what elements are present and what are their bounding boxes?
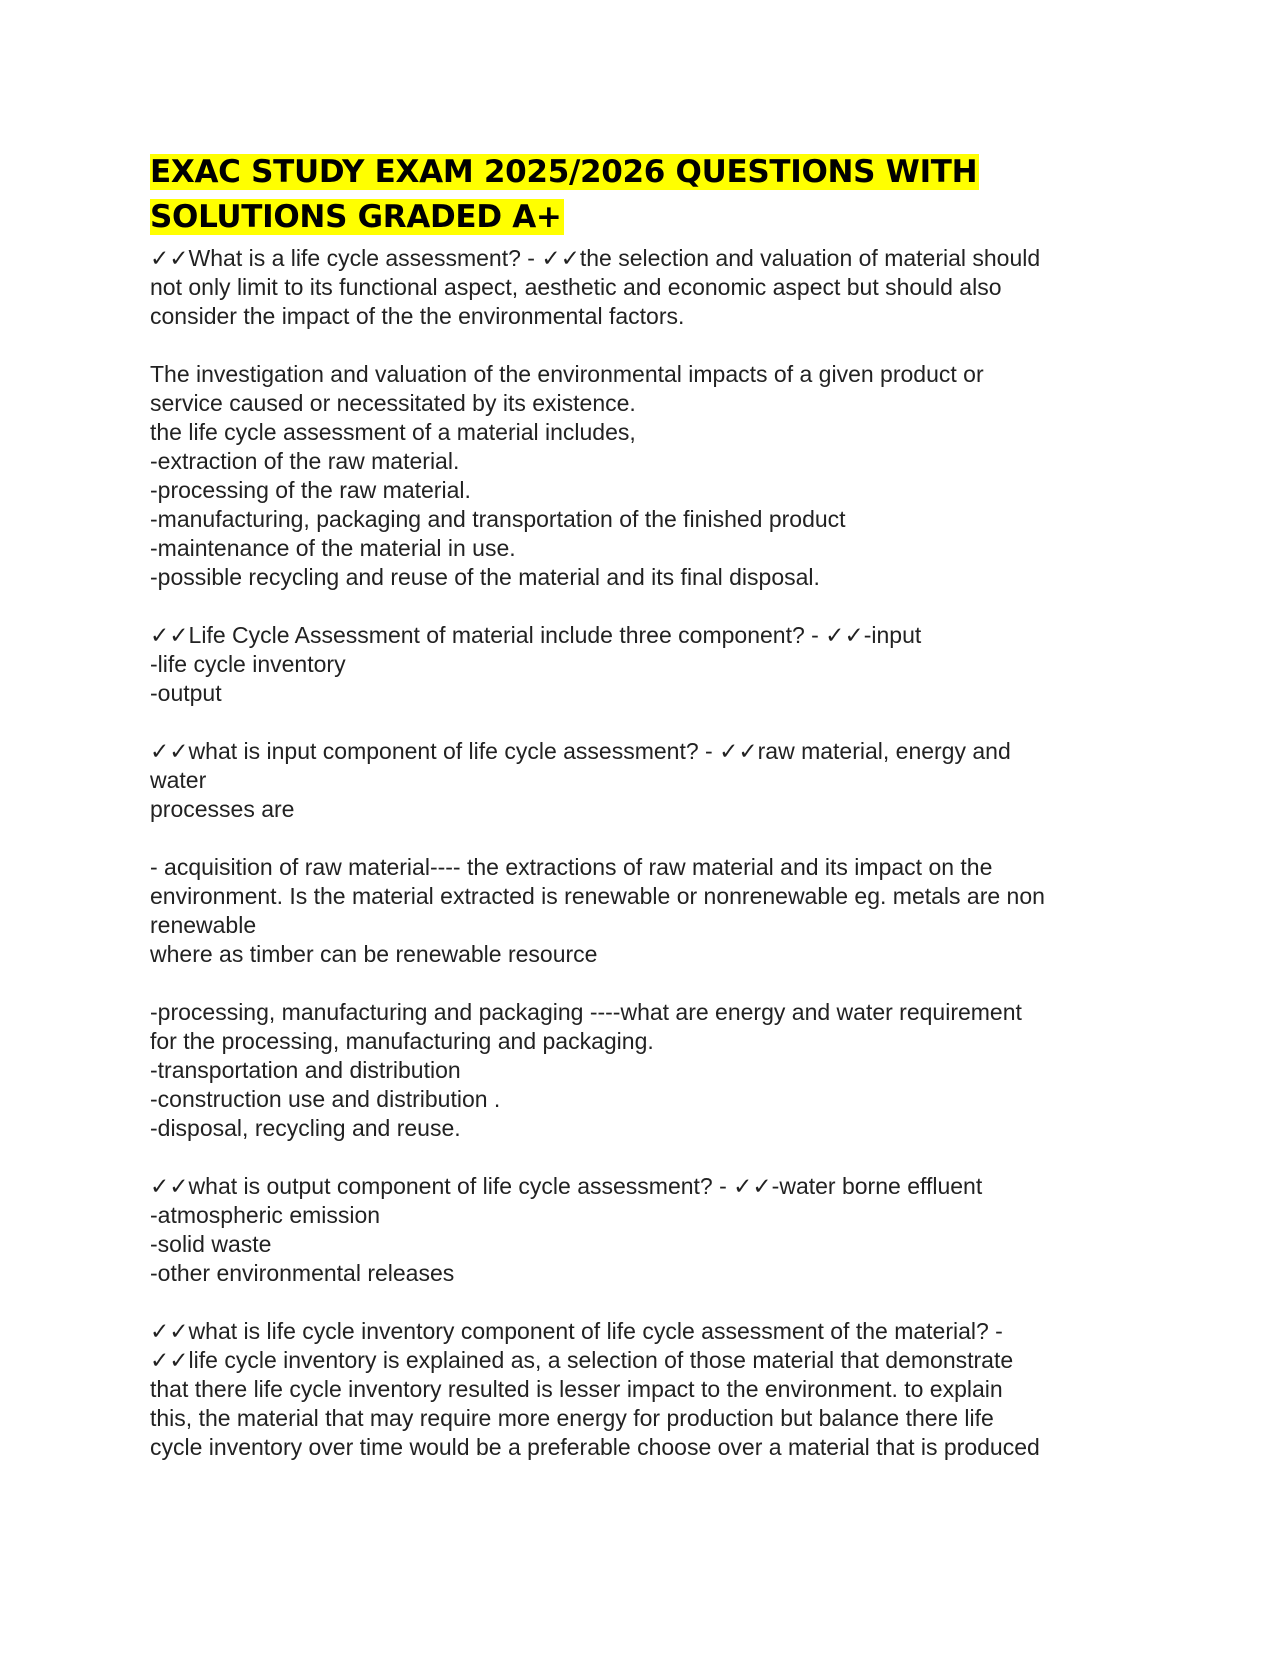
text-line: where as timber can be renewable resource	[150, 941, 598, 967]
text-line: cycle inventory over time would be a preferable choose over a material that is produced	[150, 1434, 1040, 1460]
text-line: -processing, manufacturing and packaging ----what are energy and water requirement	[150, 999, 1022, 1025]
text-line: processes are	[150, 796, 295, 822]
qa-block	[150, 621, 1140, 708]
text-line: the life cycle assessment of a material includes,	[150, 419, 636, 445]
document-page	[150, 150, 1140, 1462]
qa-block	[150, 244, 1140, 331]
text-line: this, the material that may require more energy for production but balance there life	[150, 1405, 994, 1431]
list-item: -construction use and distribution .	[150, 1086, 501, 1112]
text-block	[150, 998, 1140, 1143]
title-line-1: EXAC STUDY EXAM 2025/2026 QUESTIONS WITH	[150, 154, 978, 190]
title-line-2: SOLUTIONS GRADED A+	[150, 199, 562, 235]
list-item: -disposal, recycling and reuse.	[150, 1115, 461, 1141]
question-line: ✓✓what is output component of life cycle assessment? - ✓✓-water borne effluent	[150, 1173, 983, 1199]
paragraph-gap	[150, 1288, 1140, 1317]
question-line: ✓✓Life Cycle Assessment of material include three component? - ✓✓-input	[150, 622, 922, 648]
paragraph-gap	[150, 592, 1140, 621]
text-line: not only limit to its functional aspect, aesthetic and economic aspect but should also	[150, 274, 1002, 300]
text-block	[150, 360, 1140, 592]
text-line: for the processing, manufacturing and packaging.	[150, 1028, 654, 1054]
text-line: ✓✓life cycle inventory is explained as, a selection of those material that demonstrate	[150, 1347, 1014, 1373]
list-item: -atmospheric emission	[150, 1202, 381, 1228]
list-item: -maintenance of the material in use.	[150, 535, 516, 561]
qa-block	[150, 1172, 1140, 1288]
qa-block	[150, 1317, 1140, 1462]
list-item: -output	[150, 680, 222, 706]
document-title	[150, 150, 1140, 240]
text-line: environment. Is the material extracted is renewable or nonrenewable eg. metals are non	[150, 883, 1045, 909]
list-item: -possible recycling and reuse of the material and its final disposal.	[150, 564, 820, 590]
paragraph-gap	[150, 331, 1140, 360]
list-item: -transportation and distribution	[150, 1057, 461, 1083]
list-item: -solid waste	[150, 1231, 272, 1257]
document-body	[150, 244, 1140, 1462]
paragraph-gap	[150, 708, 1140, 737]
text-block	[150, 853, 1140, 969]
list-item: -manufacturing, packaging and transportation of the finished product	[150, 506, 846, 532]
paragraph-gap	[150, 824, 1140, 853]
text-line: The investigation and valuation of the environmental impacts of a given product or	[150, 361, 984, 387]
list-item: -processing of the raw material.	[150, 477, 471, 503]
question-line: ✓✓what is life cycle inventory component of life cycle assessment of the material? -	[150, 1318, 1003, 1344]
text-line: that there life cycle inventory resulted is lesser impact to the environment. to explain	[150, 1376, 1003, 1402]
paragraph-gap	[150, 1143, 1140, 1172]
paragraph-gap	[150, 969, 1140, 998]
list-item: -life cycle inventory	[150, 651, 346, 677]
text-line: service caused or necessitated by its existence.	[150, 390, 636, 416]
text-line: water	[150, 767, 207, 793]
qa-block	[150, 737, 1140, 824]
text-line: - acquisition of raw material---- the extractions of raw material and its impact on the	[150, 854, 993, 880]
text-line: consider the impact of the the environmental factors.	[150, 303, 685, 329]
list-item: -other environmental releases	[150, 1260, 455, 1286]
question-line: ✓✓what is input component of life cycle assessment? - ✓✓raw material, energy and	[150, 738, 1011, 764]
list-item: -extraction of the raw material.	[150, 448, 460, 474]
text-line: renewable	[150, 912, 257, 938]
text-line: ✓✓What is a life cycle assessment? - ✓✓the selection and valuation of material should	[150, 245, 1041, 271]
